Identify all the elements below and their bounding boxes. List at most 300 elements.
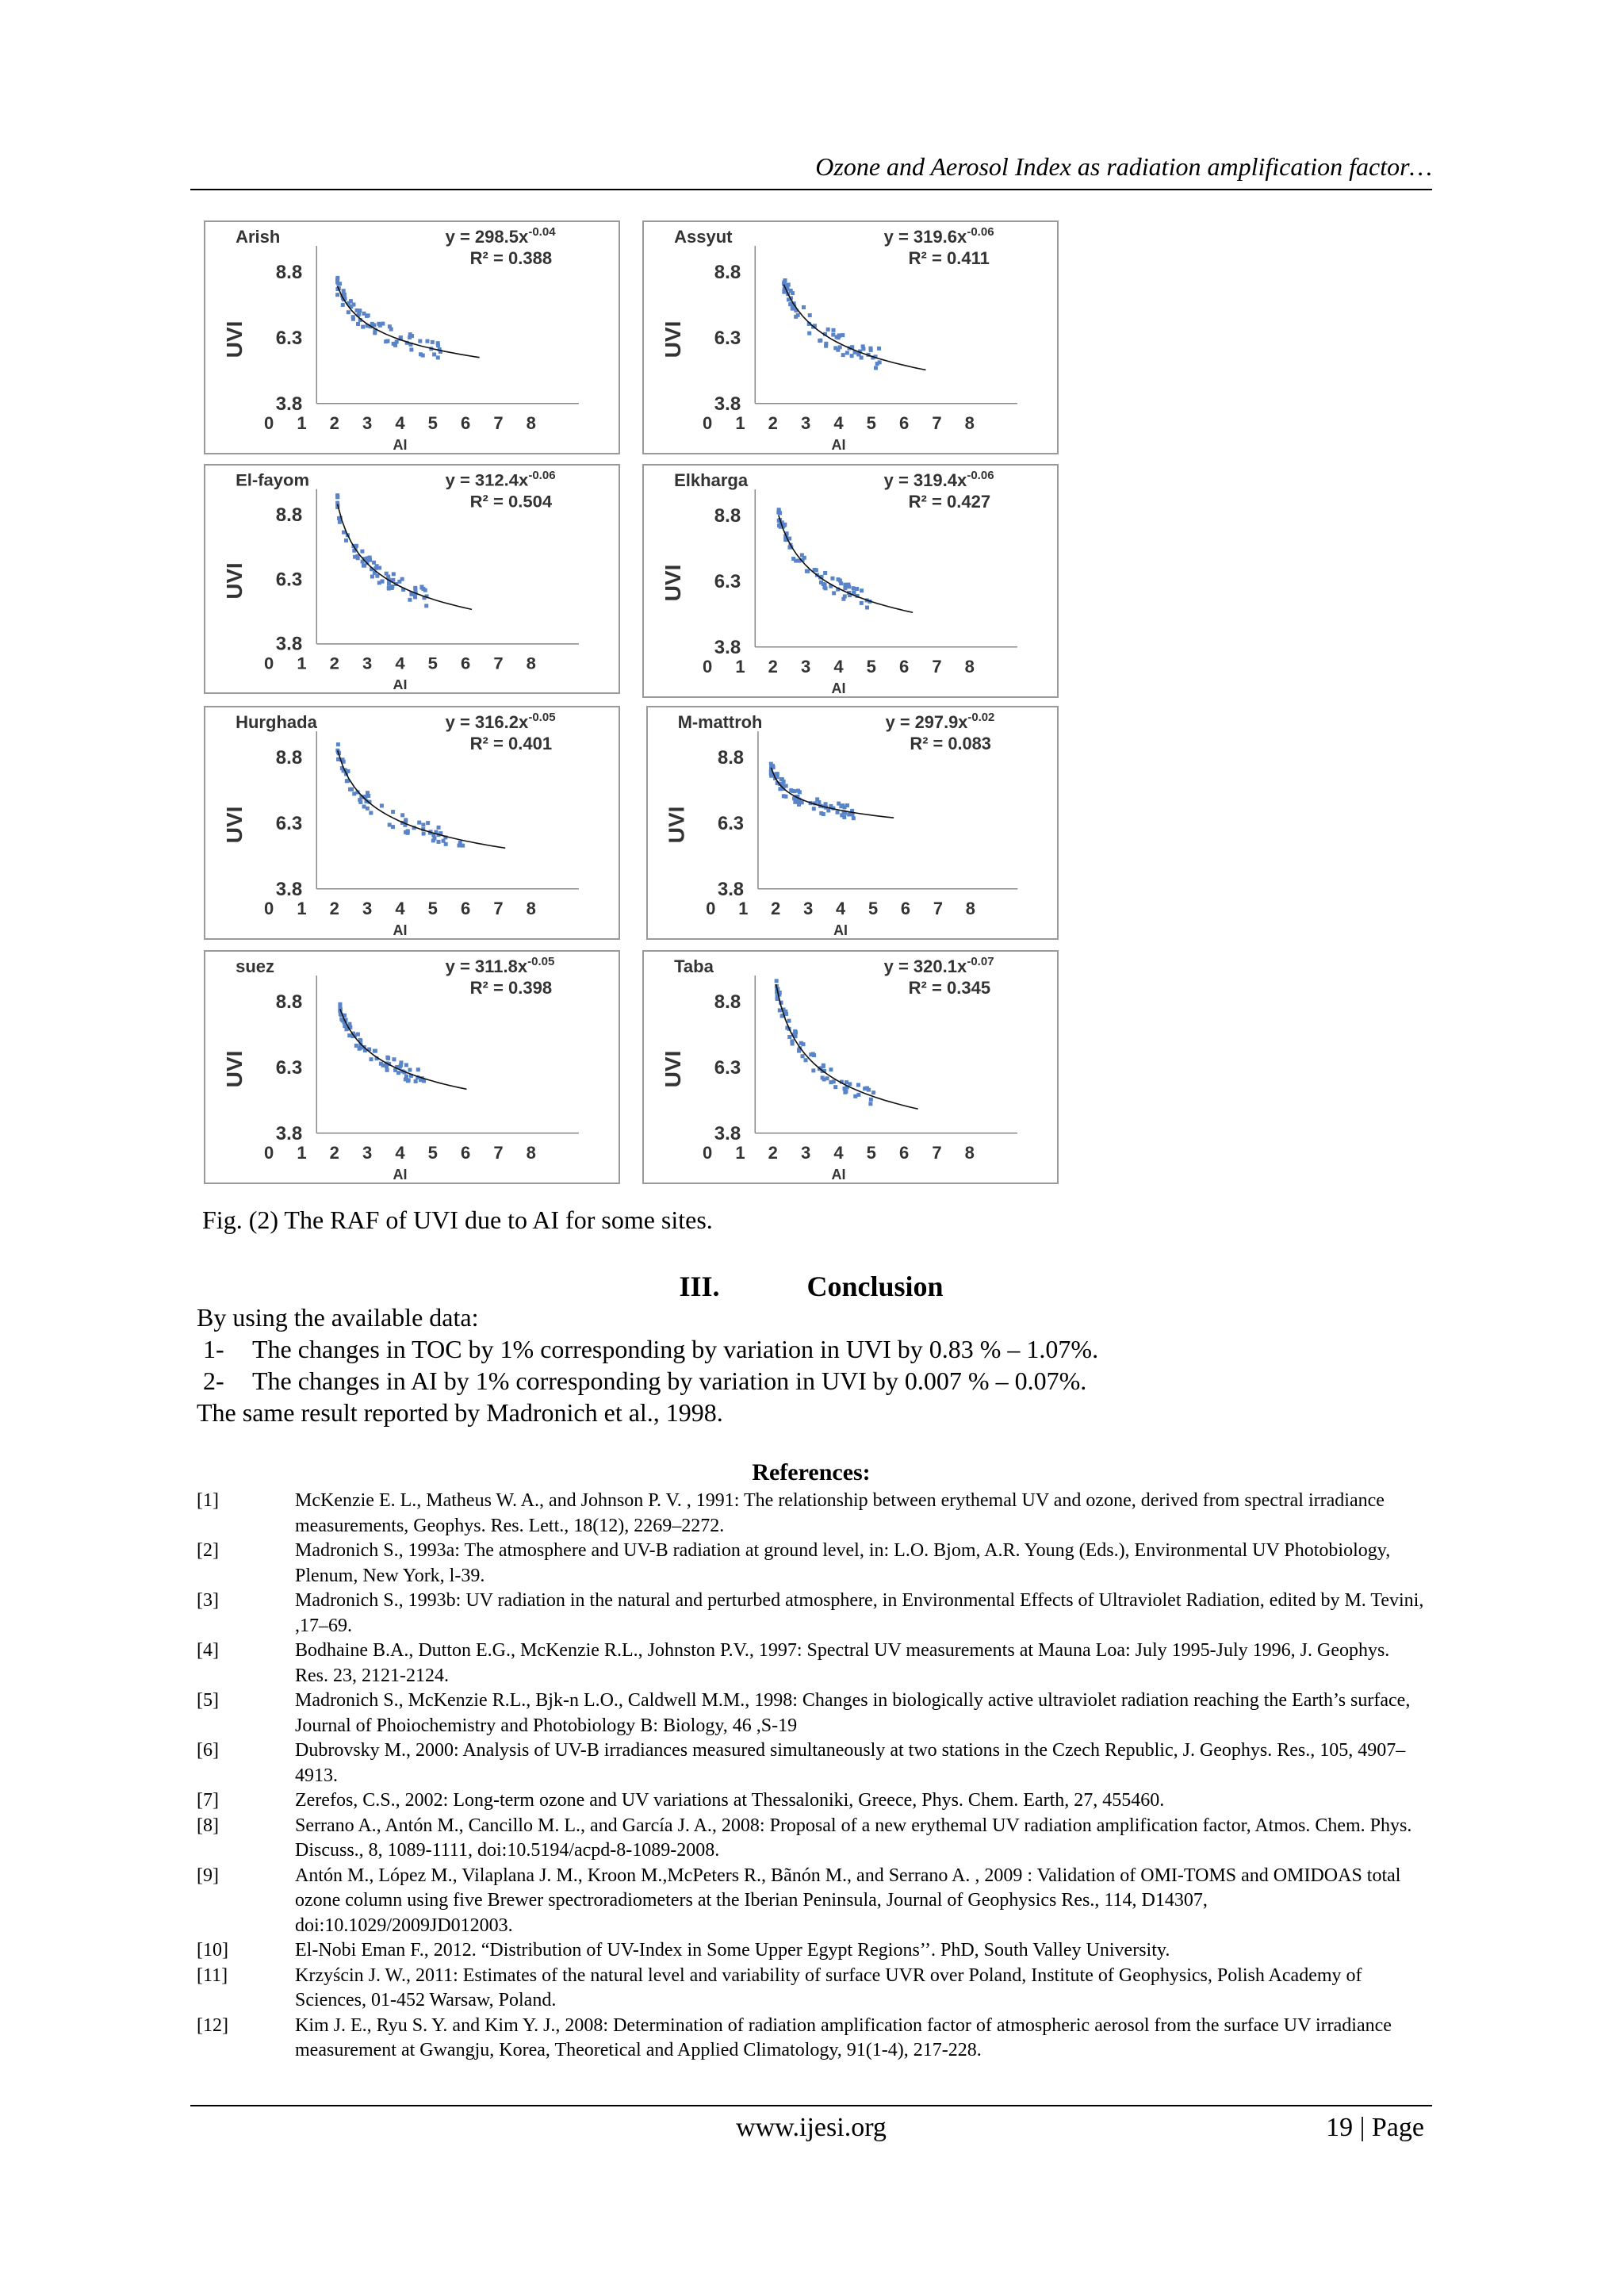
trendline-equation: $y = 319.6x^{-0.06}$: [883, 225, 994, 247]
reference-text: Madronich S., 1993a: The atmosphere and UV-B radiation at ground level, in: L.O. Bjom, A.R. Young (Eds.), Environmental UV Photobiology, Plenum, New York, l-39.: [295, 1540, 1391, 1586]
data-point: [787, 1035, 791, 1039]
data-point: [871, 1091, 875, 1094]
reference-list: [197, 1489, 1434, 2064]
reference-item: [197, 1864, 1434, 1939]
x-tick-label: 0: [706, 898, 716, 918]
x-tick-label: 2: [768, 656, 778, 677]
data-point: [422, 832, 426, 836]
y-tick-label: 6.3: [275, 1057, 303, 1079]
scatter-chart: [205, 952, 619, 1182]
x-tick-label: 6: [899, 412, 910, 433]
data-point: [837, 335, 841, 339]
x-tick-label: 7: [493, 412, 504, 433]
x-tick-label: 4: [833, 412, 844, 433]
data-point: [335, 293, 339, 297]
data-point: [865, 606, 869, 610]
data-point: [344, 539, 348, 542]
data-point: [360, 550, 364, 554]
trendline-exponent: -0.06: [528, 469, 556, 482]
reference-number: [10]: [197, 1940, 228, 1961]
chart-title: Elkharga: [674, 470, 749, 491]
data-point: [843, 594, 847, 598]
reference-item: [197, 1814, 1434, 1864]
x-tick-label: 2: [768, 1142, 778, 1163]
conclusion-intro: By using the available data:: [197, 1303, 479, 1332]
x-tick-label: 4: [395, 653, 405, 673]
data-point: [861, 347, 865, 351]
data-point: [791, 557, 795, 561]
y-tick-label: 8.8: [717, 747, 745, 769]
y-axis-label: UVI: [221, 562, 247, 600]
data-point: [831, 333, 835, 337]
data-point: [847, 585, 851, 588]
chart-panel-taba: [642, 950, 1059, 1184]
data-point: [338, 1002, 342, 1006]
reference-item: [197, 1938, 1434, 1964]
x-tick-label: 8: [526, 653, 536, 673]
data-point: [800, 553, 804, 557]
data-point: [356, 322, 360, 326]
x-tick-label: 6: [460, 653, 471, 673]
footer-rule: [190, 2105, 1432, 2106]
y-tick-label: 8.8: [275, 991, 303, 1014]
x-tick-label: 3: [801, 1142, 811, 1163]
data-point: [380, 803, 384, 807]
reference-item: [197, 1539, 1434, 1589]
reference-number: [5]: [197, 1690, 219, 1711]
y-axis-label: UVI: [222, 1050, 247, 1088]
reference-number: [6]: [197, 1740, 219, 1761]
data-point: [784, 784, 788, 788]
y-tick-label: 8.8: [275, 747, 303, 769]
x-tick-label: 0: [264, 412, 274, 433]
chart-title: Assyut: [674, 227, 733, 247]
data-point: [843, 805, 847, 809]
reference-number: [3]: [197, 1590, 219, 1611]
data-point: [387, 586, 391, 590]
data-point: [852, 816, 856, 820]
y-tick-label: 8.8: [714, 505, 741, 527]
data-point: [852, 586, 856, 590]
reference-text: Serrano A., Antón M., Cancillo M. L., and García J. A., 2008: Proposal of a new erythemal UV radiation amplification factor, Atmos. Chem. Phys. Discuss., 8, 1089-1111, doi:10.5194/acpd-8-1089-2008.: [295, 1815, 1412, 1861]
data-point: [409, 347, 413, 351]
data-point: [373, 1049, 377, 1053]
scatter-chart: [644, 952, 1057, 1182]
data-point: [458, 843, 462, 847]
y-tick-label: 3.8: [714, 393, 741, 415]
data-point: [801, 1054, 805, 1058]
data-point: [783, 280, 787, 284]
x-tick-label: 5: [427, 412, 438, 433]
x-tick-label: 6: [899, 656, 910, 677]
data-point: [824, 586, 828, 590]
data-point: [793, 1029, 797, 1033]
scatter-chart: [644, 222, 1057, 453]
x-tick-label: 8: [965, 898, 975, 918]
data-point: [832, 591, 836, 595]
chart-panel-suez: [204, 950, 620, 1184]
data-point: [352, 792, 356, 795]
data-point: [366, 791, 370, 795]
reference-number: [2]: [197, 1540, 219, 1561]
y-tick-label: 8.8: [275, 504, 303, 526]
reference-number: [9]: [197, 1865, 219, 1886]
x-tick-label: 2: [329, 653, 339, 673]
x-tick-label: 6: [461, 898, 471, 918]
trendline-exponent: -0.05: [527, 955, 555, 969]
data-point: [365, 314, 369, 318]
data-point: [388, 324, 392, 328]
x-tick-label: 0: [703, 412, 713, 433]
reference-text: McKenzie E. L., Matheus W. A., and Johnson P. V. , 1991: The relationship between erythemal UV and ozone, derived from spectral irradiance measurements, Geophys. Res. Lett., 18(12), 2269–2272.: [295, 1490, 1385, 1536]
x-tick-label: 8: [964, 412, 975, 433]
y-tick-label: 3.8: [717, 878, 745, 900]
x-axis-label: AI: [393, 677, 408, 692]
data-point: [362, 564, 366, 568]
data-point: [444, 842, 448, 846]
y-axis-label: UVI: [661, 1050, 686, 1088]
data-point: [372, 561, 376, 565]
data-point: [821, 1075, 825, 1079]
y-tick-label: 3.8: [275, 1122, 303, 1144]
x-tick-label: 0: [264, 653, 274, 673]
y-axis-label: UVI: [222, 806, 247, 844]
x-tick-label: 0: [703, 1142, 713, 1163]
y-axis-label: UVI: [222, 320, 247, 358]
data-point: [787, 1019, 791, 1023]
r-squared-label: R² = 0.388: [469, 248, 553, 269]
data-point: [860, 355, 864, 359]
data-point: [796, 789, 800, 793]
conclusion-item-text: The changes in AI by 1% corresponding by variation in UVI by 0.007 % – 0.07%.: [252, 1366, 1087, 1395]
scatter-chart: [648, 707, 1057, 938]
y-tick-label: 6.3: [714, 1057, 741, 1079]
data-point: [417, 821, 421, 825]
reference-text: Antón M., López M., Vilaplana J. M., Kroon M.,McPeters R., Bãnón M., and Serrano A. , 2009 : Validation of OMI-TOMS and OMIDOAS total ozone column using five Brewer spectroradiometers at the Iberian Peninsula, Journal of Geophysics Res., 114, D14307, doi:10.1029/2009JD012003.: [295, 1865, 1401, 1936]
data-point: [424, 604, 428, 608]
data-point: [404, 818, 408, 822]
x-tick-label: 5: [427, 898, 438, 918]
trendline-exponent: -0.06: [967, 225, 994, 240]
data-point: [794, 315, 798, 319]
x-tick-label: 2: [768, 412, 778, 433]
trendline-equation: $y = 311.8x^{-0.05}$: [445, 955, 555, 977]
y-axis-label: UVI: [661, 320, 686, 358]
data-point: [351, 317, 355, 321]
data-point: [833, 1085, 837, 1089]
data-point: [860, 601, 864, 605]
trendline-equation: $y = 320.1x^{-0.07}$: [883, 955, 994, 977]
x-tick-label: 5: [866, 1142, 876, 1163]
x-tick-label: 2: [329, 1142, 339, 1163]
data-point: [418, 339, 422, 343]
x-tick-label: 4: [833, 1142, 844, 1163]
data-point: [338, 520, 342, 524]
x-tick-label: 0: [264, 898, 274, 918]
chart-title: suez: [236, 956, 275, 977]
conclusion-closing: The same result reported by Madronich et al., 1998.: [197, 1398, 723, 1427]
data-point: [855, 587, 859, 591]
data-point: [335, 276, 339, 280]
data-point: [385, 1056, 389, 1060]
y-tick-label: 3.8: [714, 1122, 741, 1144]
data-point: [856, 1083, 860, 1087]
data-point: [826, 808, 830, 812]
data-point: [408, 335, 412, 339]
data-point: [362, 805, 366, 809]
data-point: [368, 558, 372, 562]
data-point: [806, 569, 810, 573]
data-point: [387, 582, 391, 586]
chart-panel-elkharga: [642, 464, 1059, 698]
data-point: [381, 322, 385, 326]
x-tick-label: 7: [933, 898, 943, 918]
x-tick-label: 5: [868, 898, 879, 918]
data-point: [381, 1064, 385, 1068]
data-point: [839, 581, 843, 585]
data-point: [391, 810, 395, 814]
x-tick-label: 1: [297, 1142, 307, 1163]
reference-number: [4]: [197, 1640, 219, 1661]
reference-number: [7]: [197, 1790, 219, 1811]
data-point: [396, 1071, 400, 1075]
x-tick-label: 3: [801, 656, 811, 677]
data-point: [850, 354, 854, 358]
trendline-equation: $y = 297.9x^{-0.02}$: [885, 710, 995, 733]
data-point: [865, 1087, 869, 1091]
data-point: [790, 1039, 794, 1043]
x-tick-label: 2: [771, 898, 781, 918]
data-point: [436, 341, 440, 345]
data-point: [400, 577, 404, 581]
data-point: [347, 310, 350, 314]
chart-panel-el-fayom: [204, 464, 620, 694]
x-tick-label: 4: [395, 412, 405, 433]
x-tick-label: 7: [493, 1142, 504, 1163]
r-squared-label: R² = 0.401: [469, 734, 553, 754]
y-tick-label: 6.3: [717, 812, 745, 835]
data-point: [875, 362, 879, 366]
data-point: [847, 812, 851, 816]
y-tick-label: 6.3: [275, 569, 303, 591]
x-axis-label: AI: [833, 922, 848, 938]
trendline-exponent: -0.06: [967, 469, 994, 483]
x-tick-label: 2: [329, 412, 339, 433]
section-title: Conclusion: [806, 1271, 944, 1302]
data-point: [830, 577, 834, 581]
data-point: [392, 572, 396, 576]
data-point: [385, 339, 389, 343]
trendline-exponent: -0.02: [967, 710, 995, 725]
x-tick-label: 7: [493, 653, 504, 673]
r-squared-label: R² = 0.398: [469, 978, 553, 999]
data-point: [778, 1008, 782, 1012]
x-axis-label: AI: [831, 680, 846, 696]
data-point: [437, 826, 441, 830]
data-point: [414, 1079, 418, 1083]
data-point: [426, 821, 430, 825]
data-point: [845, 351, 849, 355]
data-point: [780, 777, 784, 781]
data-point: [408, 1068, 412, 1072]
data-point: [777, 508, 781, 512]
data-point: [432, 352, 436, 356]
data-point: [370, 1057, 373, 1061]
trendline: [771, 768, 894, 818]
x-tick-label: 3: [362, 412, 373, 433]
y-tick-label: 3.8: [275, 393, 303, 415]
data-point: [797, 803, 801, 807]
data-point: [776, 772, 779, 776]
data-point: [400, 813, 404, 817]
x-tick-label: 1: [297, 412, 307, 433]
data-point: [408, 598, 412, 602]
data-point: [778, 787, 782, 791]
r-squared-label: R² = 0.427: [908, 492, 991, 512]
trendline-exponent: -0.07: [967, 955, 994, 969]
scatter-chart: [205, 466, 619, 692]
y-axis-label: UVI: [664, 806, 689, 844]
header-rule: [190, 189, 1432, 190]
reference-item: [197, 1964, 1434, 2014]
r-squared-label: R² = 0.504: [469, 491, 553, 512]
data-point: [822, 812, 825, 816]
scatter-chart: [205, 707, 619, 938]
x-tick-label: 1: [297, 653, 307, 673]
reference-text: Dubrovsky M., 2000: Analysis of UV-B irradiances measured simultaneously at two stations in the Czech Republic, J. Geophys. Res., 105, 4907–4913.: [295, 1740, 1406, 1786]
x-tick-label: 6: [900, 898, 911, 918]
y-tick-label: 8.8: [714, 262, 741, 284]
data-point: [808, 313, 812, 317]
running-header: Ozone and Aerosol Index as radiation amplification factor…: [815, 152, 1432, 181]
data-point: [860, 588, 864, 592]
data-point: [845, 1080, 848, 1084]
chart-title: M-mattroh: [677, 711, 763, 733]
data-point: [869, 1098, 873, 1102]
data-point: [804, 1058, 808, 1062]
data-point: [381, 579, 385, 583]
data-point: [351, 303, 355, 307]
y-tick-label: 8.8: [275, 262, 303, 284]
x-tick-label: 2: [329, 898, 339, 918]
data-point: [815, 797, 819, 801]
x-tick-label: 0: [703, 656, 713, 677]
data-point: [812, 807, 816, 811]
conclusion-item: [197, 1333, 1434, 1365]
r-squared-label: R² = 0.411: [908, 248, 990, 269]
y-tick-label: 3.8: [714, 636, 741, 658]
data-point: [787, 282, 791, 286]
reference-item: [197, 1688, 1434, 1738]
data-point: [874, 366, 878, 370]
data-point: [811, 1068, 815, 1072]
chart-title: Taba: [674, 956, 714, 977]
x-tick-label: 4: [836, 898, 846, 918]
data-point: [366, 807, 370, 811]
x-tick-label: 4: [395, 898, 405, 918]
reference-text: Zerefos, C.S., 2002: Long-term ozone and UV variations at Thessaloniki, Greece, Phys. Chem. Earth, 27, 455460.: [295, 1790, 1165, 1811]
data-point: [372, 323, 376, 327]
trendline-equation: $y = 316.2x^{-0.05}$: [445, 711, 556, 733]
data-point: [392, 1057, 396, 1061]
references-heading: References:: [752, 1459, 871, 1485]
x-tick-label: 5: [866, 412, 876, 433]
y-tick-label: 8.8: [714, 991, 741, 1014]
data-point: [341, 303, 345, 307]
footer-website: www.ijesi.org: [736, 2113, 887, 2142]
x-axis-label: AI: [831, 436, 846, 453]
y-axis-label: UVI: [661, 564, 686, 602]
x-tick-label: 7: [493, 898, 504, 918]
data-point: [802, 1042, 806, 1046]
data-point: [842, 815, 846, 819]
reference-text: Madronich S., 1993b: UV radiation in the natural and perturbed atmosphere, in Environmental Effects of Ultraviolet Radiation, edited by M. Tevini, ,17–69.: [295, 1590, 1424, 1636]
trendline-equation: $y = 312.4x^{-0.06}$: [445, 469, 556, 490]
data-point: [836, 811, 840, 815]
data-point: [375, 574, 379, 578]
data-point: [404, 1063, 408, 1067]
data-point: [843, 586, 847, 590]
chart-title: Arish: [236, 227, 281, 247]
y-tick-label: 3.8: [275, 633, 303, 655]
data-point: [824, 342, 828, 346]
data-point: [823, 571, 827, 575]
data-point: [356, 556, 360, 560]
chart-panel-assyut: [642, 220, 1059, 454]
data-point: [350, 788, 354, 792]
reference-number: [12]: [197, 2014, 228, 2036]
data-point: [437, 840, 441, 844]
section-number: III.: [679, 1271, 720, 1302]
data-point: [336, 282, 340, 286]
conclusion-item: [197, 1365, 1434, 1397]
data-point: [345, 779, 349, 783]
x-tick-label: 5: [866, 656, 876, 677]
data-point: [829, 1068, 833, 1071]
data-point: [841, 353, 845, 357]
data-point: [361, 325, 365, 329]
data-point: [399, 1060, 403, 1064]
reference-text: Kim J. E., Ryu S. Y. and Kim Y. J., 2008: Determination of radiation amplification factor of atmospheric aerosol from the surface UV irradiance measurement at Gwangju, Korea, Theoretical and Applied Climatology, 91(1-4), 217-228.: [295, 2014, 1392, 2060]
trendline-exponent: -0.04: [528, 225, 556, 240]
x-tick-label: 5: [427, 653, 438, 673]
x-tick-label: 3: [803, 898, 814, 918]
x-tick-label: 3: [362, 653, 373, 673]
chart-panel-arish: [204, 220, 620, 454]
data-point: [385, 1068, 389, 1072]
data-point: [375, 564, 379, 568]
data-point: [832, 1079, 836, 1083]
data-point: [413, 586, 417, 590]
x-tick-label: 1: [738, 898, 749, 918]
data-point: [342, 289, 346, 293]
data-point: [391, 825, 395, 829]
y-tick-label: 3.8: [275, 878, 303, 900]
data-point: [406, 831, 410, 835]
data-point: [837, 577, 841, 581]
data-point: [818, 339, 822, 343]
chart-title: Hurghada: [236, 712, 317, 733]
data-point: [431, 340, 435, 344]
data-point: [421, 822, 425, 826]
x-tick-label: 8: [964, 656, 975, 677]
y-tick-label: 6.3: [714, 328, 741, 350]
data-point: [358, 800, 362, 804]
reference-text: Madronich S., McKenzie R.L., Bjk-n L.O., Caldwell M.M., 1998: Changes in biologically active ultraviolet radiation reaching the Earth’s surface, Journal of Phoiochemistry and Photobiology B: Biology, 46 ,S-19: [295, 1690, 1411, 1736]
reference-text: El-Nobi Eman F., 2012. “Distribution of UV-Index in Some Upper Egypt Regions’’. PhD, South Valley University.: [295, 1940, 1170, 1961]
y-tick-label: 6.3: [275, 328, 303, 350]
data-point: [369, 811, 373, 815]
